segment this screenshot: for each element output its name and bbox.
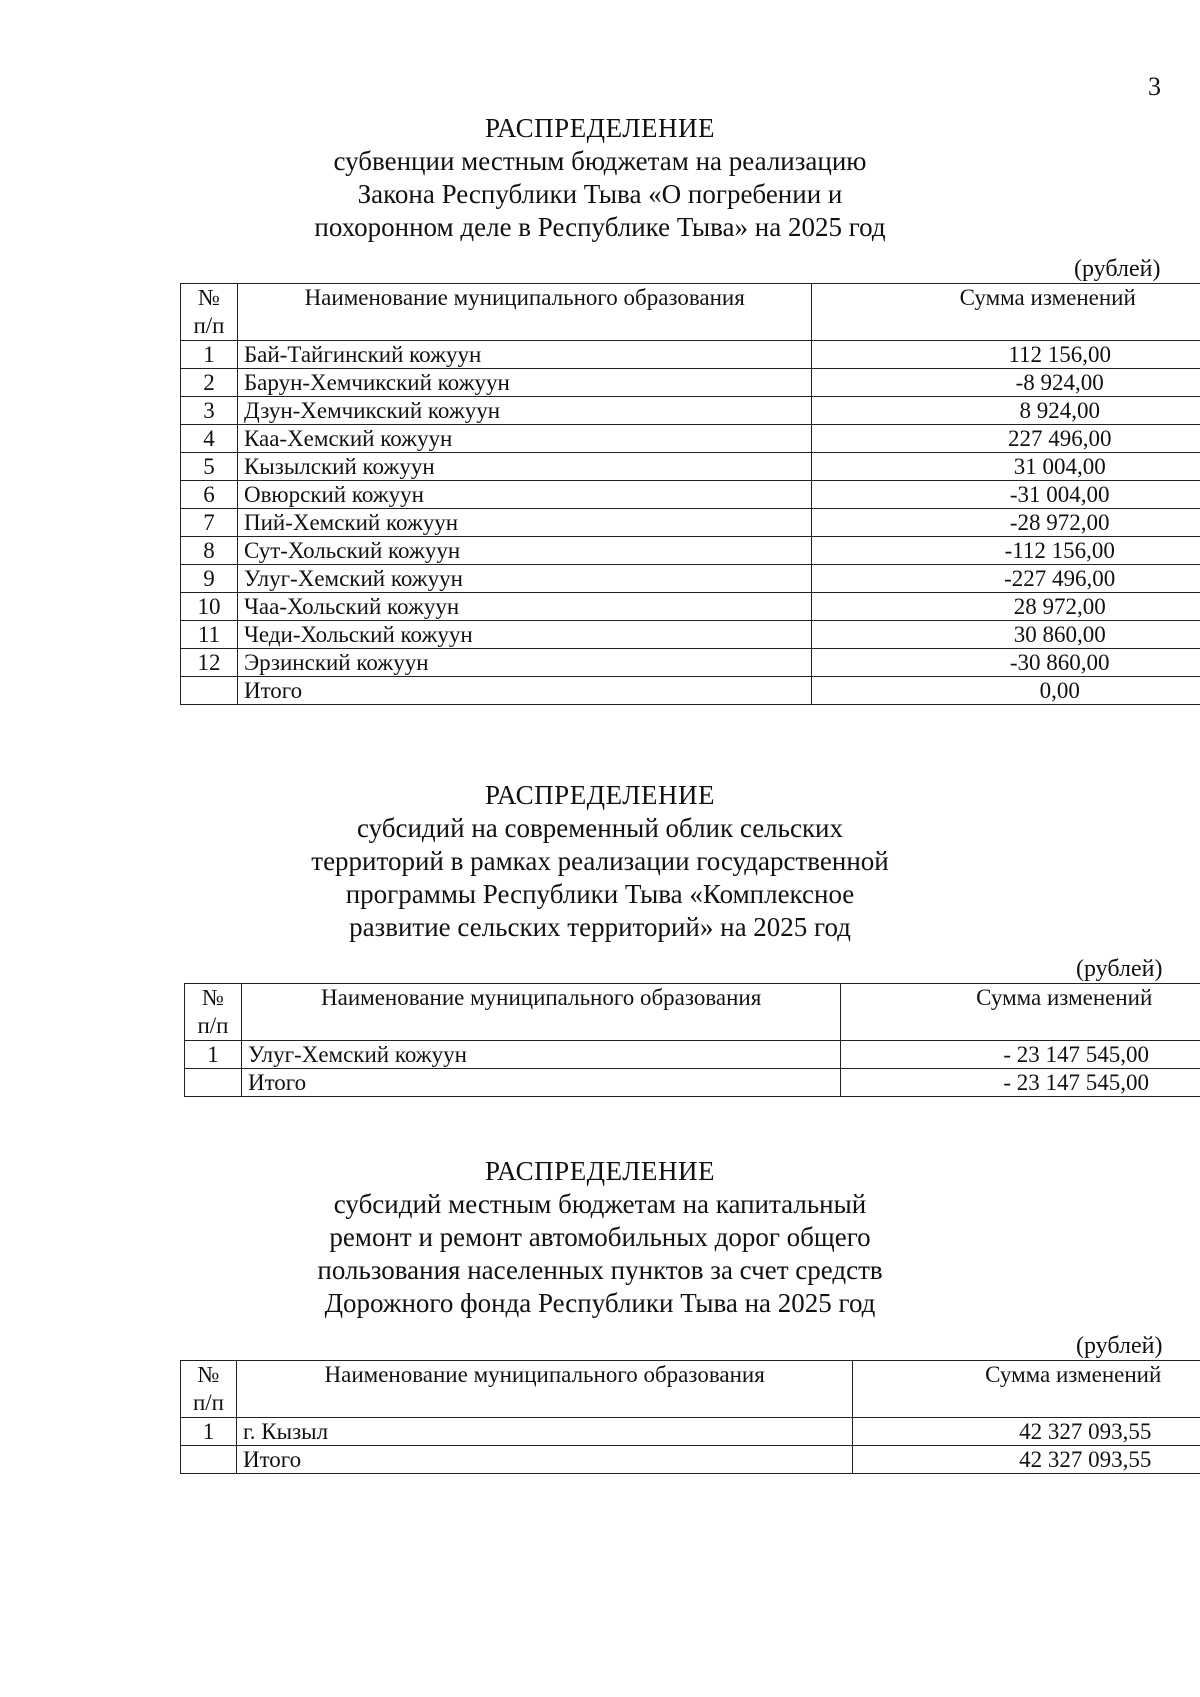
header-number: № п/п bbox=[181, 284, 238, 341]
table-row bbox=[181, 565, 1200, 593]
row-sum: -227 496,00 bbox=[812, 565, 1200, 593]
table-row bbox=[181, 509, 1200, 537]
section-heading bbox=[0, 779, 1200, 944]
row-name: Чаа-Хольский кожуун bbox=[237, 593, 811, 621]
total-sum: 42 327 093,55 bbox=[853, 1446, 1200, 1474]
row-number: 1 bbox=[185, 1041, 242, 1069]
table-row bbox=[181, 537, 1200, 565]
section-subtitle-line: территорий в рамках реализации государственной bbox=[311, 846, 889, 876]
row-sum: 31 004,00 bbox=[812, 453, 1200, 481]
section-heading bbox=[0, 112, 1200, 244]
table-total-row bbox=[181, 1446, 1200, 1474]
distribution-table bbox=[180, 283, 1200, 705]
header-number: № п/п bbox=[185, 984, 242, 1041]
table-row bbox=[181, 341, 1200, 369]
total-label: Итого bbox=[241, 1069, 840, 1097]
total-sum: - 23 147 545,00 bbox=[841, 1069, 1200, 1097]
table-total-row bbox=[185, 1069, 1200, 1097]
row-number: 8 bbox=[181, 537, 238, 565]
section-subtitle-line: субсидий местным бюджетам на капитальный bbox=[333, 1189, 867, 1219]
row-number: 6 bbox=[181, 481, 238, 509]
section-title: РАСПРЕДЕЛЕНИЕ bbox=[484, 780, 716, 810]
row-number: 1 bbox=[181, 341, 238, 369]
section-subsidy-rural bbox=[0, 779, 1200, 944]
total-label: Итого bbox=[236, 1446, 852, 1474]
section-subtitle-line: Дорожного фонда Республики Тыва на 2025 год bbox=[324, 1288, 876, 1318]
section-subtitle-line: похоронном деле в Республике Тыва» на 2025 год bbox=[314, 212, 886, 242]
units-label: (рублей) bbox=[1076, 1333, 1163, 1359]
section-subtitle-line: ремонт и ремонт автомобильных дорог общего bbox=[329, 1222, 871, 1252]
section-subsidy-roads bbox=[0, 1155, 1200, 1320]
distribution-table bbox=[180, 1360, 1200, 1474]
row-name: Бай-Тайгинский кожуун bbox=[237, 341, 811, 369]
table-row bbox=[181, 369, 1200, 397]
row-number: 12 bbox=[181, 649, 238, 677]
row-name: Каа-Хемский кожуун bbox=[237, 425, 811, 453]
header-number: № п/п bbox=[181, 1361, 237, 1418]
row-sum: -28 972,00 bbox=[812, 509, 1200, 537]
row-number: 1 bbox=[181, 1418, 237, 1446]
row-name: Барун-Хемчикский кожуун bbox=[237, 369, 811, 397]
units-label: (рублей) bbox=[1076, 956, 1163, 982]
row-name: Чеди-Хольский кожуун bbox=[237, 621, 811, 649]
table-row bbox=[181, 397, 1200, 425]
row-sum: 42 327 093,55 bbox=[853, 1418, 1200, 1446]
distribution-table bbox=[184, 983, 1200, 1097]
row-name: Улуг-Хемский кожуун bbox=[241, 1041, 840, 1069]
row-sum: -31 004,00 bbox=[812, 481, 1200, 509]
header-name: Наименование муниципального образования bbox=[237, 284, 811, 341]
row-number bbox=[181, 1446, 237, 1474]
total-label: Итого bbox=[237, 677, 811, 705]
header-sum: Сумма изменений bbox=[853, 1361, 1200, 1418]
table-row bbox=[181, 593, 1200, 621]
page-number: 3 bbox=[1148, 72, 1161, 101]
row-name: Овюрский кожуун bbox=[237, 481, 811, 509]
section-title: РАСПРЕДЕЛЕНИЕ bbox=[484, 113, 716, 143]
section-subtitle-line: субвенции местным бюджетам на реализацию bbox=[333, 146, 867, 176]
row-number: 4 bbox=[181, 425, 238, 453]
section-subvention-burial bbox=[0, 112, 1200, 244]
section-title: РАСПРЕДЕЛЕНИЕ bbox=[484, 1156, 716, 1186]
row-name: Улуг-Хемский кожуун bbox=[237, 565, 811, 593]
row-name: Эрзинский кожуун bbox=[237, 649, 811, 677]
row-number: 2 bbox=[181, 369, 238, 397]
row-sum: -30 860,00 bbox=[812, 649, 1200, 677]
section-heading bbox=[0, 1155, 1200, 1320]
table-row bbox=[181, 1418, 1200, 1446]
row-number: 10 bbox=[181, 593, 238, 621]
table-total-row bbox=[181, 677, 1200, 705]
row-number: 11 bbox=[181, 621, 238, 649]
row-number: 9 bbox=[181, 565, 238, 593]
row-sum: -8 924,00 bbox=[812, 369, 1200, 397]
total-sum: 0,00 bbox=[812, 677, 1200, 705]
section-subtitle-line: программы Республики Тыва «Комплексное bbox=[345, 879, 855, 909]
row-sum: 28 972,00 bbox=[812, 593, 1200, 621]
section-subtitle-line: развитие сельских территорий» на 2025 год bbox=[349, 912, 851, 942]
row-name: Пий-Хемский кожуун bbox=[237, 509, 811, 537]
row-sum: 112 156,00 bbox=[812, 341, 1200, 369]
table-row bbox=[185, 1041, 1200, 1069]
row-number bbox=[185, 1069, 242, 1097]
row-name: Сут-Хольский кожуун bbox=[237, 537, 811, 565]
header-name: Наименование муниципального образования bbox=[236, 1361, 852, 1418]
row-sum: - 23 147 545,00 bbox=[841, 1041, 1200, 1069]
row-name: Дзун-Хемчикский кожуун bbox=[237, 397, 811, 425]
header-sum: Сумма изменений bbox=[841, 984, 1200, 1041]
row-name: Кызылский кожуун bbox=[237, 453, 811, 481]
row-number: 5 bbox=[181, 453, 238, 481]
table-row bbox=[181, 425, 1200, 453]
row-number bbox=[181, 677, 238, 705]
table-row bbox=[181, 481, 1200, 509]
row-number: 7 bbox=[181, 509, 238, 537]
row-sum: 8 924,00 bbox=[812, 397, 1200, 425]
table-header-row bbox=[181, 1361, 1200, 1418]
row-name: г. Кызыл bbox=[236, 1418, 852, 1446]
units-label: (рублей) bbox=[1074, 256, 1161, 282]
header-sum: Сумма изменений bbox=[812, 284, 1200, 341]
row-number: 3 bbox=[181, 397, 238, 425]
table-header-row bbox=[185, 984, 1200, 1041]
table-row bbox=[181, 453, 1200, 481]
table-row bbox=[181, 621, 1200, 649]
table-row bbox=[181, 649, 1200, 677]
table-header-row bbox=[181, 284, 1200, 341]
row-sum: -112 156,00 bbox=[812, 537, 1200, 565]
section-subtitle-line: Закона Республики Тыва «О погребении и bbox=[357, 179, 843, 209]
row-sum: 30 860,00 bbox=[812, 621, 1200, 649]
header-name: Наименование муниципального образования bbox=[241, 984, 840, 1041]
section-subtitle-line: субсидий на современный облик сельских bbox=[356, 813, 844, 843]
row-sum: 227 496,00 bbox=[812, 425, 1200, 453]
section-subtitle-line: пользования населенных пунктов за счет средств bbox=[317, 1255, 883, 1285]
